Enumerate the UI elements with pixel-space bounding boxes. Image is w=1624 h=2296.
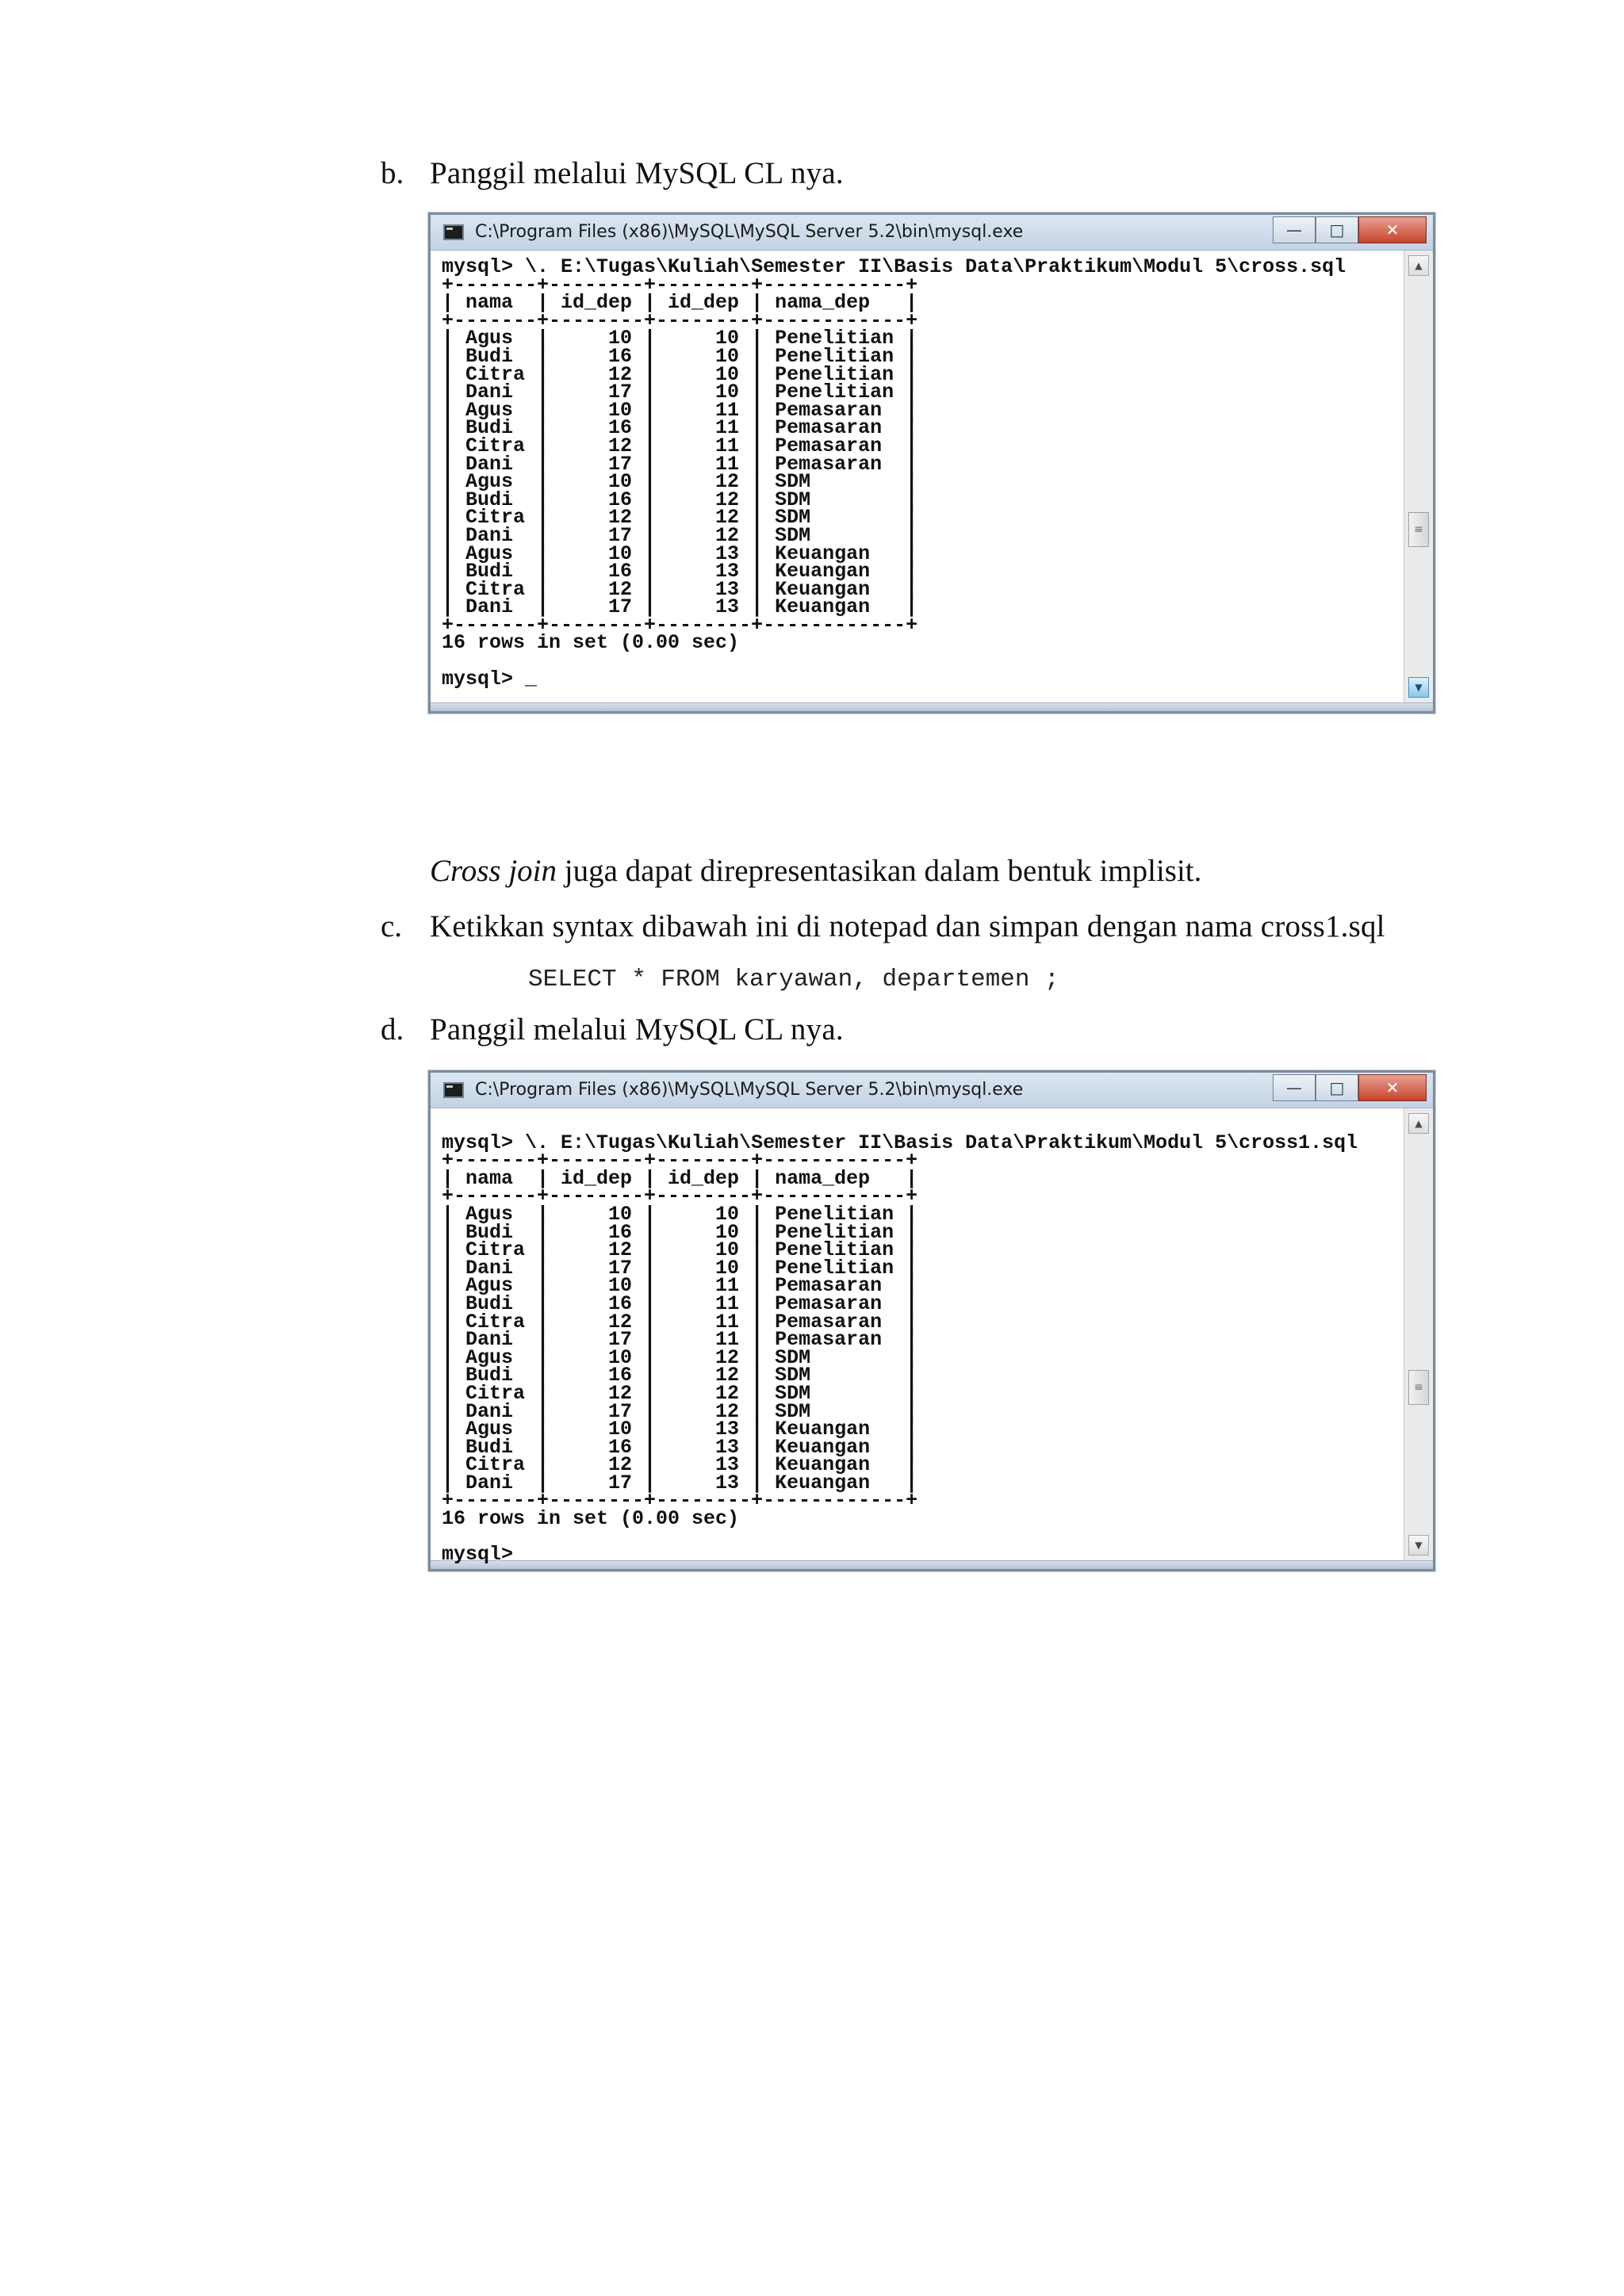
console-1-output: mysql> \. E:\Tugas\Kuliah\Semester II\Basis Data\Praktikum\Modul 5\cross.sql +-------+--------+--------+------------+ | nama | id_dep | id_dep | nama_dep | +-------+--------+--------+------------+ | Agus | 10 | 10 | Penelitian | | Budi | 16 | 10 | Penelitian | | Citra | 12 | 10 | Penelitian | | Dani | 17 | 10 | Penelitian | | Agus | 10 | 11 | Pemasaran | | Budi | 16 | 11 | Pemasaran | | Citra | 12 | 11 | Pemasaran | | Dani | 17 | 11 | Pemasaran | | Agus | 10 | 12 | SDM | | Budi | 16 | 12 | SDM | | Citra | 12 | 12 | SDM | | Dani | 17 | 12 | SDM | | Agus | 10 | 13 | Keuangan | | Budi | 16 | 13 | Keuangan | | Citra | 12 | 13 | Keuangan | | Dani | 17 | 13 | Keuangan | +-------+--------+--------+------------+ 16 rows in set (0.00 sec) mysql> _ — [442, 255, 1346, 691]
minimize-button[interactable]: — — [1273, 216, 1316, 243]
console-2-output: mysql> \. E:\Tugas\Kuliah\Semester II\Basis Data\Praktikum\Modul 5\cross1.sql +-------+--------+--------+------------+ | nama | id_dep | id_dep | nama_dep | +-------+--------+--------+------------+ | Agus | 10 | 10 | Penelitian | | Budi | 16 | 10 | Penelitian | | Citra | 12 | 10 | Penelitian | | Dani | 17 | 10 | Penelitian | | Agus | 10 | 11 | Pemasaran | | Budi | 16 | 11 | Pemasaran | | Citra | 12 | 11 | Pemasaran | | Dani | 17 | 11 | Pemasaran | | Agus | 10 | 12 | SDM | | Budi | 16 | 12 | SDM | | Citra | 12 | 12 | SDM | | Dani | 17 | 12 | SDM | | Agus | 10 | 13 | Keuangan | | Budi | 16 | 13 | Keuangan | | Citra | 12 | 13 | Keuangan | | Dani | 17 | 13 | Keuangan | +-------+--------+--------+------------+ 16 rows in set (0.00 sec) mysql> — [442, 1131, 1358, 1567]
scroll-thumb[interactable]: ≡ — [1408, 512, 1429, 547]
console-icon — [443, 1082, 464, 1098]
scroll-down-arrow-icon[interactable]: ▼ — [1408, 1535, 1429, 1556]
step-b-text: Panggil melalui MySQL CL nya. — [430, 156, 844, 190]
console-2-scrollbar[interactable] — [1404, 1108, 1433, 1560]
console-window-1 — [428, 212, 1435, 714]
close-button[interactable]: ✕ — [1358, 1074, 1427, 1101]
console-1-body[interactable] — [431, 251, 1433, 702]
console-1-titlebar[interactable] — [431, 215, 1433, 251]
step-b-marker: b. — [381, 156, 404, 190]
implicit-note-italic: Cross join — [430, 854, 557, 888]
scroll-up-arrow-icon[interactable]: ▲ — [1408, 255, 1429, 276]
sql-query-code: SELECT * FROM karyawan, departemen ; — [528, 966, 1059, 993]
scroll-thumb[interactable]: ≡ — [1408, 1370, 1429, 1405]
console-1-title: C:\Program Files (x86)\MySQL\MySQL Server 5.2\bin\mysql.exe — [475, 222, 1024, 242]
step-d-marker: d. — [381, 1012, 404, 1047]
implicit-note-rest: juga dapat direpresentasikan dalam bentuk implisit. — [557, 854, 1202, 888]
close-button[interactable]: ✕ — [1358, 216, 1427, 243]
console-1-bottom-border — [431, 702, 1433, 711]
step-c-text: Ketikkan syntax dibawah ini di notepad dan simpan dengan nama cross1.sql — [430, 909, 1385, 943]
console-1-scrollbar[interactable] — [1404, 251, 1433, 702]
implicit-note — [430, 853, 1201, 890]
step-c-marker: c. — [381, 909, 403, 943]
scroll-down-arrow-icon[interactable]: ▼ — [1408, 677, 1429, 698]
console-2-titlebar[interactable] — [431, 1073, 1433, 1108]
window-controls — [1273, 216, 1427, 243]
console-icon — [443, 224, 464, 240]
minimize-button[interactable]: — — [1273, 1074, 1316, 1101]
console-2-body[interactable] — [431, 1108, 1433, 1567]
window-controls — [1273, 1074, 1427, 1101]
console-window-2 — [428, 1070, 1435, 1571]
console-2-title: C:\Program Files (x86)\MySQL\MySQL Server 5.2\bin\mysql.exe — [475, 1080, 1024, 1100]
scroll-up-arrow-icon[interactable]: ▲ — [1408, 1113, 1429, 1134]
step-d-text: Panggil melalui MySQL CL nya. — [430, 1012, 844, 1047]
maximize-button[interactable]: □ — [1316, 1074, 1358, 1101]
maximize-button[interactable]: □ — [1316, 216, 1358, 243]
